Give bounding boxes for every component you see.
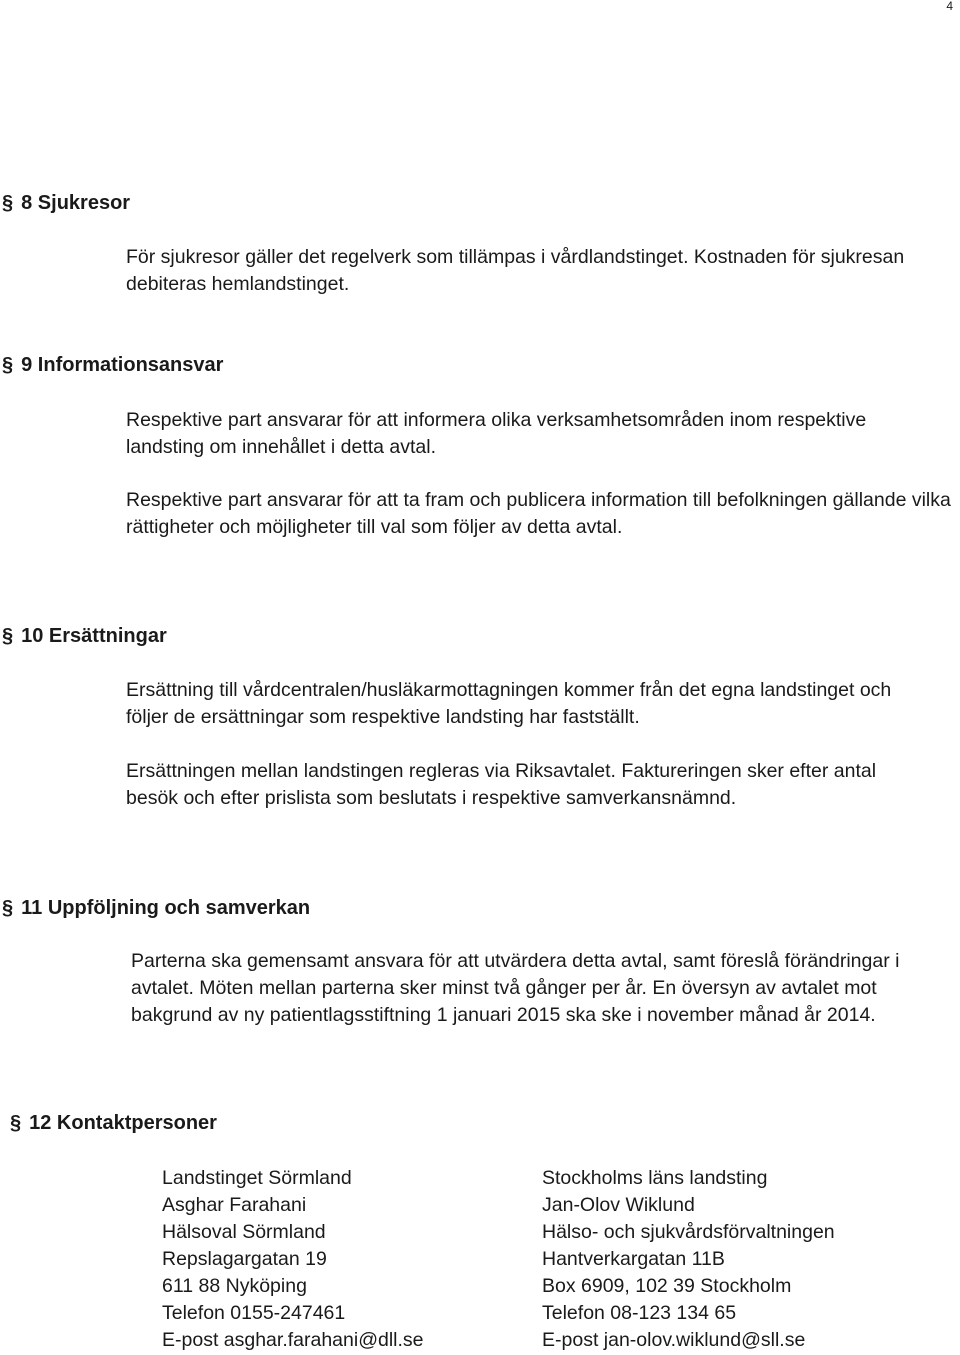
section-paragraph: Respektive part ansvarar för att ta fram och publicera information till befolkningen gällande vilka rättigheter och möjligheter till val som följer av detta avtal.: [126, 489, 951, 538]
contact-organization: Stockholms läns landsting: [542, 1167, 768, 1189]
contact-department: Hälsoval Sörmland: [162, 1221, 326, 1243]
contact-email: E-post asghar.farahani@dll.se: [162, 1329, 424, 1351]
contact-city: 611 88 Nyköping: [162, 1275, 307, 1297]
contact-department: Hälso- och sjukvårdsförvaltningen: [542, 1221, 835, 1243]
contact-email: E-post jan-olov.wiklund@sll.se: [542, 1329, 806, 1351]
section-heading-8: [2, 191, 130, 215]
section-symbol-icon: §: [2, 354, 14, 376]
section-title: 12 Kontaktpersoner: [29, 1112, 217, 1134]
section-paragraph: Parterna ska gemensamt ansvara för att utvärdera detta avtal, samt föreslå förändringar i avtalet. Möten mellan parterna sker minst två gånger per år. En översyn av avtalet mot bakgrund av ny patientlagsstiftning 1 januari 2015 ska ske i november månad år 2014.: [131, 950, 900, 1026]
section-heading-10: [2, 624, 167, 648]
section-title: 8 Sjukresor: [21, 192, 131, 214]
contact-card-stockholm: [542, 1165, 835, 1354]
section-title: 9 Informationsansvar: [21, 354, 224, 376]
contact-name: Asghar Farahani: [162, 1194, 307, 1216]
contact-city: Box 6909, 102 39 Stockholm: [542, 1275, 792, 1297]
section-symbol-icon: §: [10, 1112, 22, 1134]
section-title: 11 Uppföljning och samverkan: [21, 897, 311, 919]
contact-name: Jan-Olov Wiklund: [542, 1194, 695, 1216]
section-paragraph: Respektive part ansvarar för att informera olika verksamhetsområden inom respektive landsting om innehållet i detta avtal.: [126, 409, 867, 458]
section-heading-9: [2, 353, 223, 377]
contact-street: Hantverkargatan 11B: [542, 1248, 725, 1270]
contact-card-sormland: [162, 1165, 424, 1354]
section-title: 10 Ersättningar: [21, 625, 167, 647]
section-paragraph: Ersättningen mellan landstingen regleras via Riksavtalet. Faktureringen sker efter antal besök och efter prislista som beslutats i respektive samverkansnämnd.: [126, 760, 877, 809]
section-heading-12: [10, 1111, 217, 1135]
contact-street: Repslagargatan 19: [162, 1248, 327, 1270]
section-heading-11: [2, 896, 310, 920]
page-number: 4: [946, 0, 953, 13]
section-symbol-icon: §: [2, 897, 14, 919]
section-paragraph: Ersättning till vårdcentralen/husläkarmottagningen kommer från det egna landstinget och följer de ersättningar som respektive landsting har fastställt.: [126, 679, 892, 728]
section-symbol-icon: §: [2, 192, 14, 214]
section-symbol-icon: §: [2, 625, 14, 647]
section-paragraph: För sjukresor gäller det regelverk som tillämpas i vårdlandstinget. Kostnaden för sjukresan debiteras hemlandstinget.: [126, 246, 905, 295]
contact-organization: Landstinget Sörmland: [162, 1167, 352, 1189]
contact-phone: Telefon 0155-247461: [162, 1302, 346, 1324]
contact-phone: Telefon 08-123 134 65: [542, 1302, 737, 1324]
